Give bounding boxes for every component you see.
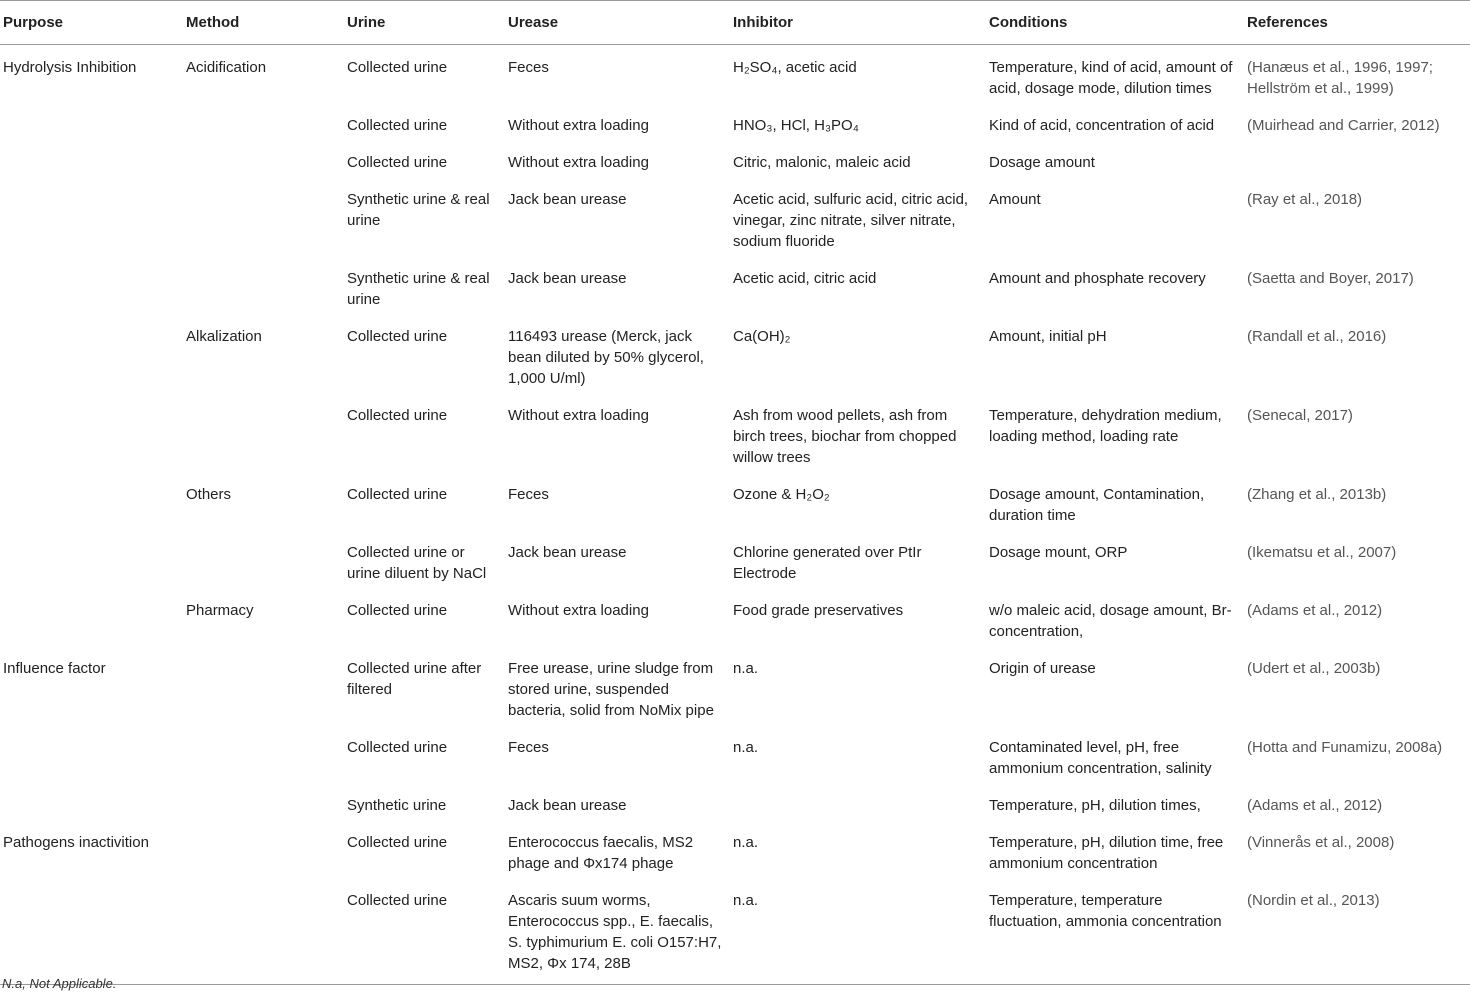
cell-urease: Jack bean urease bbox=[508, 191, 627, 208]
header-urease: Urease bbox=[505, 1, 730, 45]
cell-references: (Hotta and Funamizu, 2008a) bbox=[1247, 739, 1443, 756]
cell-urine: Collected urine bbox=[347, 602, 448, 619]
cell-purpose bbox=[0, 177, 183, 256]
cell-inhibitor: n.a. bbox=[730, 878, 986, 985]
cell-conditions: Temperature, kind of acid, amount of acid, dosage mode, dilution times bbox=[989, 59, 1233, 97]
cell-urease: Without extra loading bbox=[508, 154, 649, 171]
cell-purpose bbox=[0, 256, 183, 314]
cell-purpose bbox=[0, 393, 183, 472]
cell-references: (Vinnerås et al., 2008) bbox=[1247, 834, 1395, 851]
cell-urine: Collected urine after filtered bbox=[347, 660, 482, 698]
table-row bbox=[0, 783, 1470, 820]
cell-urine: Collected urine bbox=[347, 117, 448, 134]
cell-method bbox=[183, 820, 344, 878]
cell-method: Acidification bbox=[186, 59, 267, 76]
cell-conditions: Temperature, pH, dilution times, bbox=[989, 797, 1201, 814]
table-row bbox=[0, 878, 1470, 985]
cell-inhibitor: HNO₃, HCl, H₃PO₄ bbox=[733, 117, 859, 134]
cell-conditions: Kind of acid, concentration of acid bbox=[989, 117, 1215, 134]
header-purpose: Purpose bbox=[0, 1, 183, 45]
table-row bbox=[0, 393, 1470, 472]
cell-urine: Collected urine or urine diluent by NaCl bbox=[347, 544, 487, 582]
cell-references: (Senecal, 2017) bbox=[1247, 407, 1353, 424]
cell-purpose bbox=[0, 783, 183, 820]
cell-conditions: w/o maleic acid, dosage amount, Br- concentration, bbox=[989, 602, 1232, 640]
cell-references: (Randall et al., 2016) bbox=[1247, 328, 1387, 345]
cell-method bbox=[183, 393, 344, 472]
cell-conditions: Amount bbox=[989, 191, 1041, 208]
table-row bbox=[0, 45, 1470, 104]
cell-method: Pharmacy bbox=[186, 602, 254, 619]
cell-urine: Synthetic urine & real urine bbox=[347, 270, 490, 308]
cell-purpose bbox=[0, 530, 183, 588]
cell-conditions: Amount and phosphate recovery bbox=[989, 270, 1206, 287]
cell-urine: Collected urine bbox=[347, 328, 448, 345]
cell-references: (Adams et al., 2012) bbox=[1247, 602, 1383, 619]
table-row bbox=[0, 646, 1470, 725]
cell-references: (Saetta and Boyer, 2017) bbox=[1247, 270, 1414, 287]
cell-references: (Muirhead and Carrier, 2012) bbox=[1247, 117, 1440, 134]
cell-purpose: Pathogens inactivition bbox=[3, 834, 149, 851]
cell-references bbox=[1244, 140, 1470, 177]
header-urine: Urine bbox=[344, 1, 505, 45]
cell-inhibitor: Ozone & H₂O₂ bbox=[733, 486, 830, 503]
table-row bbox=[0, 256, 1470, 314]
table-row bbox=[0, 530, 1470, 588]
cell-inhibitor: Food grade preservatives bbox=[733, 602, 904, 619]
table-row bbox=[0, 820, 1470, 878]
cell-conditions: Dosage amount, Contamination, duration time bbox=[989, 486, 1205, 524]
cell-urease: Feces bbox=[508, 59, 549, 76]
cell-method bbox=[183, 530, 344, 588]
header-method: Method bbox=[183, 1, 344, 45]
cell-urease: Jack bean urease bbox=[508, 797, 627, 814]
cell-urease: Without extra loading bbox=[508, 117, 649, 134]
cell-references: (Adams et al., 2012) bbox=[1247, 797, 1383, 814]
cell-urine: Collected urine bbox=[347, 739, 448, 756]
cell-purpose bbox=[0, 588, 183, 646]
cell-purpose bbox=[0, 103, 183, 140]
cell-urine: Collected urine bbox=[347, 834, 448, 851]
cell-references: (Ray et al., 2018) bbox=[1247, 191, 1363, 208]
cell-inhibitor: Chlorine generated over PtIr Electrode bbox=[733, 544, 922, 582]
cell-urine: Collected urine bbox=[347, 407, 448, 424]
cell-inhibitor: n.a. bbox=[733, 834, 759, 851]
cell-urine: Synthetic urine bbox=[347, 797, 447, 814]
table-row bbox=[0, 177, 1470, 256]
cell-purpose bbox=[0, 472, 183, 530]
cell-conditions: Temperature, dehydration medium, loading method, loading rate bbox=[989, 407, 1222, 445]
table-row bbox=[0, 140, 1470, 177]
cell-urease: Jack bean urease bbox=[508, 544, 627, 561]
cell-inhibitor: Ca(OH)₂ bbox=[733, 328, 791, 345]
cell-urease: Without extra loading bbox=[508, 602, 649, 619]
header-inhibitor: Inhibitor bbox=[730, 1, 986, 45]
cell-urine: Synthetic urine & real urine bbox=[347, 191, 490, 229]
cell-inhibitor: n.a. bbox=[733, 739, 759, 756]
cell-conditions: Dosage amount bbox=[989, 154, 1095, 171]
cell-purpose bbox=[0, 878, 183, 985]
table-row bbox=[0, 103, 1470, 140]
cell-urease: 116493 urease (Merck, jack bean diluted by 50% glycerol, 1,000 U/ml) bbox=[508, 328, 704, 387]
cell-inhibitor: Acetic acid, citric acid bbox=[733, 270, 877, 287]
cell-method bbox=[183, 256, 344, 314]
cell-urine: Collected urine bbox=[344, 878, 505, 985]
cell-method: Others bbox=[186, 486, 232, 503]
cell-urease: Jack bean urease bbox=[508, 270, 627, 287]
cell-inhibitor: Ash from wood pellets, ash from birch trees, biochar from chopped willow trees bbox=[733, 407, 957, 466]
cell-purpose bbox=[0, 140, 183, 177]
cell-urine: Collected urine bbox=[347, 59, 448, 76]
cell-urease: Feces bbox=[508, 486, 549, 503]
cell-inhibitor: Citric, malonic, maleic acid bbox=[733, 154, 911, 171]
cell-purpose: Hydrolysis Inhibition bbox=[3, 59, 137, 76]
cell-urease: Without extra loading bbox=[508, 407, 649, 424]
cell-method bbox=[183, 140, 344, 177]
cell-references: (Hanæus et al., 1996, 1997; Hellström et al., 1999) bbox=[1247, 59, 1433, 97]
cell-urease: Ascaris suum worms, Enterococcus spp., E. faecalis, S. typhimurium E. coli O157:H7, MS2, Φx 174, 28B bbox=[505, 878, 730, 985]
cell-conditions: Amount, initial pH bbox=[989, 328, 1107, 345]
cell-conditions: Contaminated level, pH, free ammonium concentration, salinity bbox=[989, 739, 1212, 777]
table-header-row bbox=[0, 1, 1470, 45]
cell-urease: Feces bbox=[508, 739, 549, 756]
cell-method bbox=[183, 103, 344, 140]
cell-purpose bbox=[0, 314, 183, 393]
table-row bbox=[0, 725, 1470, 783]
cell-conditions: Origin of urease bbox=[989, 660, 1096, 677]
cell-purpose bbox=[0, 725, 183, 783]
cell-references: (Zhang et al., 2013b) bbox=[1247, 486, 1387, 503]
table-row bbox=[0, 314, 1470, 393]
cell-method bbox=[183, 725, 344, 783]
table-footnote: N.a, Not Applicable. bbox=[2, 976, 117, 991]
cell-inhibitor bbox=[730, 783, 986, 820]
table-row bbox=[0, 588, 1470, 646]
cell-urine: Collected urine bbox=[347, 486, 448, 503]
cell-method: Alkalization bbox=[186, 328, 262, 345]
cell-inhibitor: Acetic acid, sulfuric acid, citric acid, vinegar, zinc nitrate, silver nitrate, sodium fluoride bbox=[733, 191, 969, 250]
cell-purpose: Influence factor bbox=[3, 660, 106, 677]
header-conditions: Conditions bbox=[986, 1, 1244, 45]
cell-inhibitor: n.a. bbox=[733, 660, 759, 677]
cell-references: (Udert et al., 2003b) bbox=[1247, 660, 1381, 677]
table-row bbox=[0, 472, 1470, 530]
cell-references: (Ikematsu et al., 2007) bbox=[1247, 544, 1397, 561]
cell-conditions: Dosage mount, ORP bbox=[989, 544, 1128, 561]
cell-urease: Free urease, urine sludge from stored urine, suspended bacteria, solid from NoMix pipe bbox=[508, 660, 714, 719]
cell-conditions: Temperature, temperature fluctuation, ammonia concentration bbox=[986, 878, 1244, 985]
cell-urease: Enterococcus faecalis, MS2 phage and Φx174 phage bbox=[508, 834, 694, 872]
cell-method bbox=[183, 783, 344, 820]
cell-method bbox=[183, 878, 344, 985]
cell-inhibitor: H₂SO₄, acetic acid bbox=[733, 59, 857, 76]
cell-conditions: Temperature, pH, dilution time, free ammonium concentration bbox=[989, 834, 1224, 872]
header-references: References bbox=[1244, 1, 1470, 45]
cell-method bbox=[183, 646, 344, 725]
cell-urine: Collected urine bbox=[347, 154, 448, 171]
cell-method bbox=[183, 177, 344, 256]
cell-references: (Nordin et al., 2013) bbox=[1244, 878, 1470, 985]
